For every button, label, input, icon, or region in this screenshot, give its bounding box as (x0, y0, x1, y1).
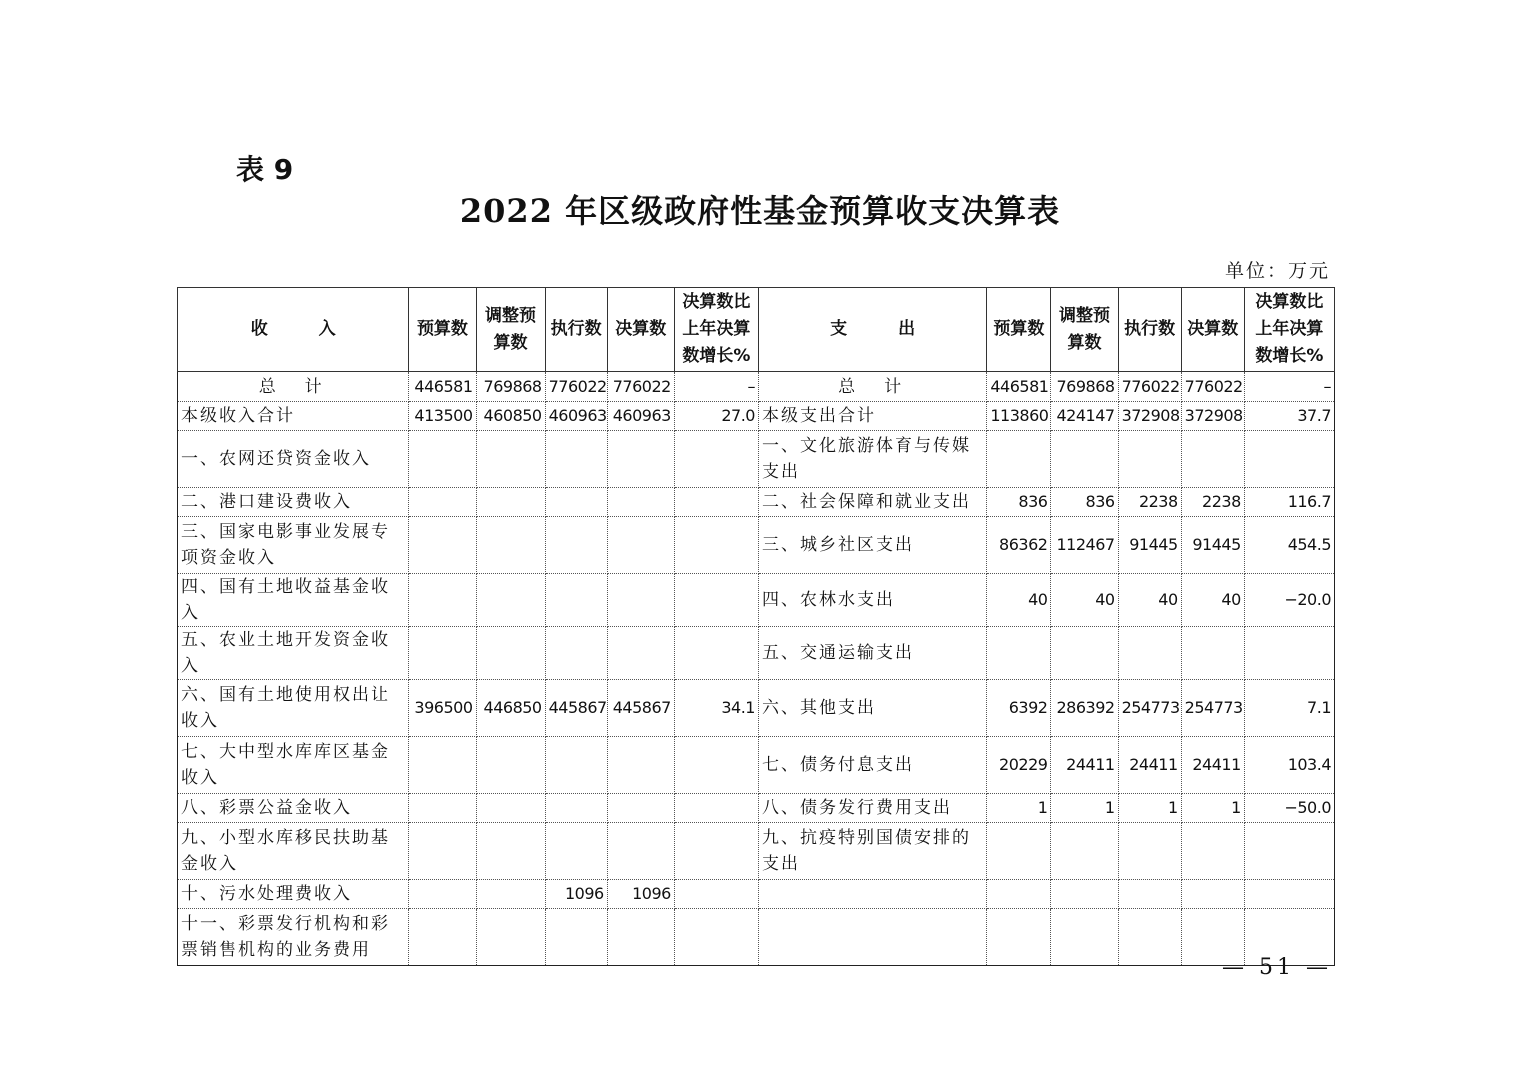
value-cell-ex-b: 836 (987, 488, 1051, 517)
value-cell-ex-a: 1 (1051, 794, 1118, 823)
value-cell-ex-a: 836 (1051, 488, 1118, 517)
expense-item-cell: 六、其他支出 (758, 680, 986, 737)
value-cell-in-f (607, 517, 674, 574)
value-cell-ex-a (1051, 880, 1118, 909)
expense-item-cell: 八、债务发行费用支出 (758, 794, 986, 823)
table-row (178, 627, 1335, 680)
value-cell-in-e: 445867 (545, 680, 607, 737)
value-cell-in-b (409, 880, 476, 909)
value-cell-ex-f: 2238 (1181, 488, 1244, 517)
value-cell-ex-f: 776022 (1181, 372, 1244, 402)
value-cell-ex-e (1118, 823, 1181, 880)
value-cell-in-a (476, 488, 545, 517)
expense-item-cell: 本级支出合计 (758, 402, 986, 431)
income-item-cell: 总 计 (178, 372, 409, 402)
header-growth: 决算数比上年决算数增长% (1244, 288, 1334, 372)
expense-item-cell: 七、债务付息支出 (758, 737, 986, 794)
expense-item-cell: 总 计 (758, 372, 986, 402)
income-item-cell: 三、国家电影事业发展专项资金收入 (178, 517, 409, 574)
value-cell-ex-b (987, 627, 1051, 680)
table-row (178, 909, 1335, 966)
value-cell-ex-b: 6392 (987, 680, 1051, 737)
value-cell-in-b: 413500 (409, 402, 476, 431)
value-cell-ex-g (1244, 627, 1334, 680)
value-cell-in-g (674, 909, 758, 966)
value-cell-ex-e: 372908 (1118, 402, 1181, 431)
header-budget: 预算数 (987, 288, 1051, 372)
value-cell-in-b (409, 794, 476, 823)
income-item-cell: 本级收入合计 (178, 402, 409, 431)
value-cell-ex-b (987, 909, 1051, 966)
expense-item-cell (758, 909, 986, 966)
table-row (178, 574, 1335, 627)
expense-item-cell (758, 880, 986, 909)
value-cell-ex-f: 254773 (1181, 680, 1244, 737)
table-row (178, 823, 1335, 880)
value-cell-in-a (476, 794, 545, 823)
table-row (178, 517, 1335, 574)
value-cell-in-b (409, 627, 476, 680)
page-title: 2022 年区级政府性基金预算收支决算表 (459, 192, 1061, 230)
value-cell-in-b (409, 823, 476, 880)
value-cell-ex-b: 86362 (987, 517, 1051, 574)
value-cell-ex-f (1181, 431, 1244, 488)
value-cell-in-b (409, 737, 476, 794)
income-item-cell: 六、国有土地使用权出让收入 (178, 680, 409, 737)
income-item-cell: 四、国有土地收益基金收入 (178, 574, 409, 627)
value-cell-in-e (545, 517, 607, 574)
header-executed: 执行数 (1118, 288, 1181, 372)
value-cell-ex-b (987, 880, 1051, 909)
value-cell-in-a (476, 431, 545, 488)
value-cell-in-g: – (674, 372, 758, 402)
value-cell-in-a (476, 909, 545, 966)
income-item-cell: 八、彩票公益金收入 (178, 794, 409, 823)
value-cell-ex-e: 40 (1118, 574, 1181, 627)
value-cell-in-b (409, 909, 476, 966)
value-cell-in-a: 446850 (476, 680, 545, 737)
value-cell-in-a (476, 627, 545, 680)
value-cell-ex-f: 91445 (1181, 517, 1244, 574)
table-row (178, 431, 1335, 488)
value-cell-in-f: 445867 (607, 680, 674, 737)
expense-item-cell: 二、社会保障和就业支出 (758, 488, 986, 517)
value-cell-ex-e: 1 (1118, 794, 1181, 823)
value-cell-in-g (674, 794, 758, 823)
value-cell-ex-b (987, 823, 1051, 880)
header-income: 收 入 (178, 288, 409, 372)
header-final: 决算数 (1181, 288, 1244, 372)
value-cell-ex-f (1181, 627, 1244, 680)
table-row (178, 402, 1335, 431)
value-cell-ex-e: 24411 (1118, 737, 1181, 794)
value-cell-in-b: 446581 (409, 372, 476, 402)
value-cell-in-f: 460963 (607, 402, 674, 431)
value-cell-in-f (607, 909, 674, 966)
page-number: — 51 — (1222, 955, 1332, 980)
value-cell-ex-a: 112467 (1051, 517, 1118, 574)
expense-item-cell: 五、交通运输支出 (758, 627, 986, 680)
value-cell-in-e: 1096 (545, 880, 607, 909)
value-cell-ex-b: 113860 (987, 402, 1051, 431)
value-cell-ex-f (1181, 823, 1244, 880)
value-cell-in-f (607, 627, 674, 680)
value-cell-ex-e (1118, 909, 1181, 966)
value-cell-ex-f (1181, 880, 1244, 909)
value-cell-ex-b: 1 (987, 794, 1051, 823)
table-row (178, 794, 1335, 823)
value-cell-in-e: 776022 (545, 372, 607, 402)
value-cell-ex-a: 286392 (1051, 680, 1118, 737)
value-cell-in-b (409, 574, 476, 627)
value-cell-in-e (545, 794, 607, 823)
value-cell-ex-a (1051, 627, 1118, 680)
header-budget: 预算数 (409, 288, 476, 372)
unit-label: 单位：万元 (1224, 260, 1330, 282)
value-cell-ex-g (1244, 431, 1334, 488)
value-cell-in-f: 1096 (607, 880, 674, 909)
value-cell-in-e (545, 574, 607, 627)
header-expense: 支 出 (758, 288, 986, 372)
value-cell-ex-e: 254773 (1118, 680, 1181, 737)
table-header-row (178, 288, 1335, 372)
value-cell-in-b (409, 431, 476, 488)
value-cell-ex-a (1051, 909, 1118, 966)
value-cell-ex-g: – (1244, 372, 1334, 402)
value-cell-in-a: 769868 (476, 372, 545, 402)
income-item-cell: 一、农网还贷资金收入 (178, 431, 409, 488)
value-cell-in-a (476, 517, 545, 574)
value-cell-ex-b: 446581 (987, 372, 1051, 402)
value-cell-ex-a (1051, 431, 1118, 488)
value-cell-in-g (674, 488, 758, 517)
value-cell-ex-g (1244, 880, 1334, 909)
value-cell-ex-g: 103.4 (1244, 737, 1334, 794)
value-cell-ex-a: 40 (1051, 574, 1118, 627)
header-adjusted: 调整预算数 (476, 288, 545, 372)
value-cell-in-g (674, 627, 758, 680)
value-cell-ex-g: −50.0 (1244, 794, 1334, 823)
value-cell-ex-a: 24411 (1051, 737, 1118, 794)
table-row (178, 488, 1335, 517)
value-cell-in-g (674, 517, 758, 574)
value-cell-in-a (476, 737, 545, 794)
value-cell-ex-e (1118, 431, 1181, 488)
value-cell-ex-e: 776022 (1118, 372, 1181, 402)
value-cell-ex-f: 40 (1181, 574, 1244, 627)
value-cell-in-e (545, 823, 607, 880)
value-cell-ex-f: 24411 (1181, 737, 1244, 794)
value-cell-in-e (545, 909, 607, 966)
value-cell-ex-a: 769868 (1051, 372, 1118, 402)
value-cell-ex-g: 7.1 (1244, 680, 1334, 737)
value-cell-ex-b: 20229 (987, 737, 1051, 794)
expense-item-cell: 一、文化旅游体育与传媒支出 (758, 431, 986, 488)
expense-item-cell: 三、城乡社区支出 (758, 517, 986, 574)
value-cell-in-f (607, 737, 674, 794)
value-cell-in-g (674, 823, 758, 880)
header-final: 决算数 (607, 288, 674, 372)
value-cell-in-a: 460850 (476, 402, 545, 431)
income-item-cell: 七、大中型水库库区基金收入 (178, 737, 409, 794)
value-cell-in-f (607, 823, 674, 880)
value-cell-in-f: 776022 (607, 372, 674, 402)
value-cell-in-g (674, 431, 758, 488)
income-item-cell: 十、污水处理费收入 (178, 880, 409, 909)
value-cell-ex-f: 372908 (1181, 402, 1244, 431)
value-cell-in-b: 396500 (409, 680, 476, 737)
value-cell-ex-g (1244, 823, 1334, 880)
header-adjusted: 调整预算数 (1051, 288, 1118, 372)
value-cell-in-f (607, 794, 674, 823)
value-cell-in-f (607, 431, 674, 488)
value-cell-ex-g: 454.5 (1244, 517, 1334, 574)
value-cell-in-e (545, 488, 607, 517)
value-cell-ex-a: 424147 (1051, 402, 1118, 431)
value-cell-in-g (674, 880, 758, 909)
table-row (178, 737, 1335, 794)
value-cell-in-g: 34.1 (674, 680, 758, 737)
income-item-cell: 五、农业土地开发资金收入 (178, 627, 409, 680)
expense-item-cell: 九、抗疫特别国债安排的支出 (758, 823, 986, 880)
expense-item-cell: 四、农林水支出 (758, 574, 986, 627)
income-item-cell: 九、小型水库移民扶助基金收入 (178, 823, 409, 880)
value-cell-ex-e (1118, 627, 1181, 680)
table-row (178, 880, 1335, 909)
value-cell-ex-g: 116.7 (1244, 488, 1334, 517)
value-cell-in-e (545, 431, 607, 488)
value-cell-in-g (674, 737, 758, 794)
value-cell-ex-f: 1 (1181, 794, 1244, 823)
value-cell-ex-a (1051, 823, 1118, 880)
value-cell-ex-e: 91445 (1118, 517, 1181, 574)
value-cell-ex-g: 37.7 (1244, 402, 1334, 431)
budget-table (177, 287, 1335, 966)
value-cell-in-g: 27.0 (674, 402, 758, 431)
value-cell-in-f (607, 574, 674, 627)
table-row (178, 372, 1335, 402)
income-item-cell: 十一、彩票发行机构和彩票销售机构的业务费用 (178, 909, 409, 966)
value-cell-in-a (476, 574, 545, 627)
value-cell-ex-g: −20.0 (1244, 574, 1334, 627)
value-cell-in-b (409, 517, 476, 574)
value-cell-ex-e: 2238 (1118, 488, 1181, 517)
table-row (178, 680, 1335, 737)
income-item-cell: 二、港口建设费收入 (178, 488, 409, 517)
value-cell-ex-e (1118, 880, 1181, 909)
header-growth: 决算数比上年决算数增长% (674, 288, 758, 372)
value-cell-in-e (545, 737, 607, 794)
value-cell-in-g (674, 574, 758, 627)
header-executed: 执行数 (545, 288, 607, 372)
value-cell-ex-b (987, 431, 1051, 488)
table-number-label: 表 9 (236, 153, 294, 186)
value-cell-in-b (409, 488, 476, 517)
value-cell-in-a (476, 880, 545, 909)
value-cell-in-a (476, 823, 545, 880)
value-cell-in-e (545, 627, 607, 680)
value-cell-in-e: 460963 (545, 402, 607, 431)
value-cell-in-f (607, 488, 674, 517)
value-cell-ex-b: 40 (987, 574, 1051, 627)
